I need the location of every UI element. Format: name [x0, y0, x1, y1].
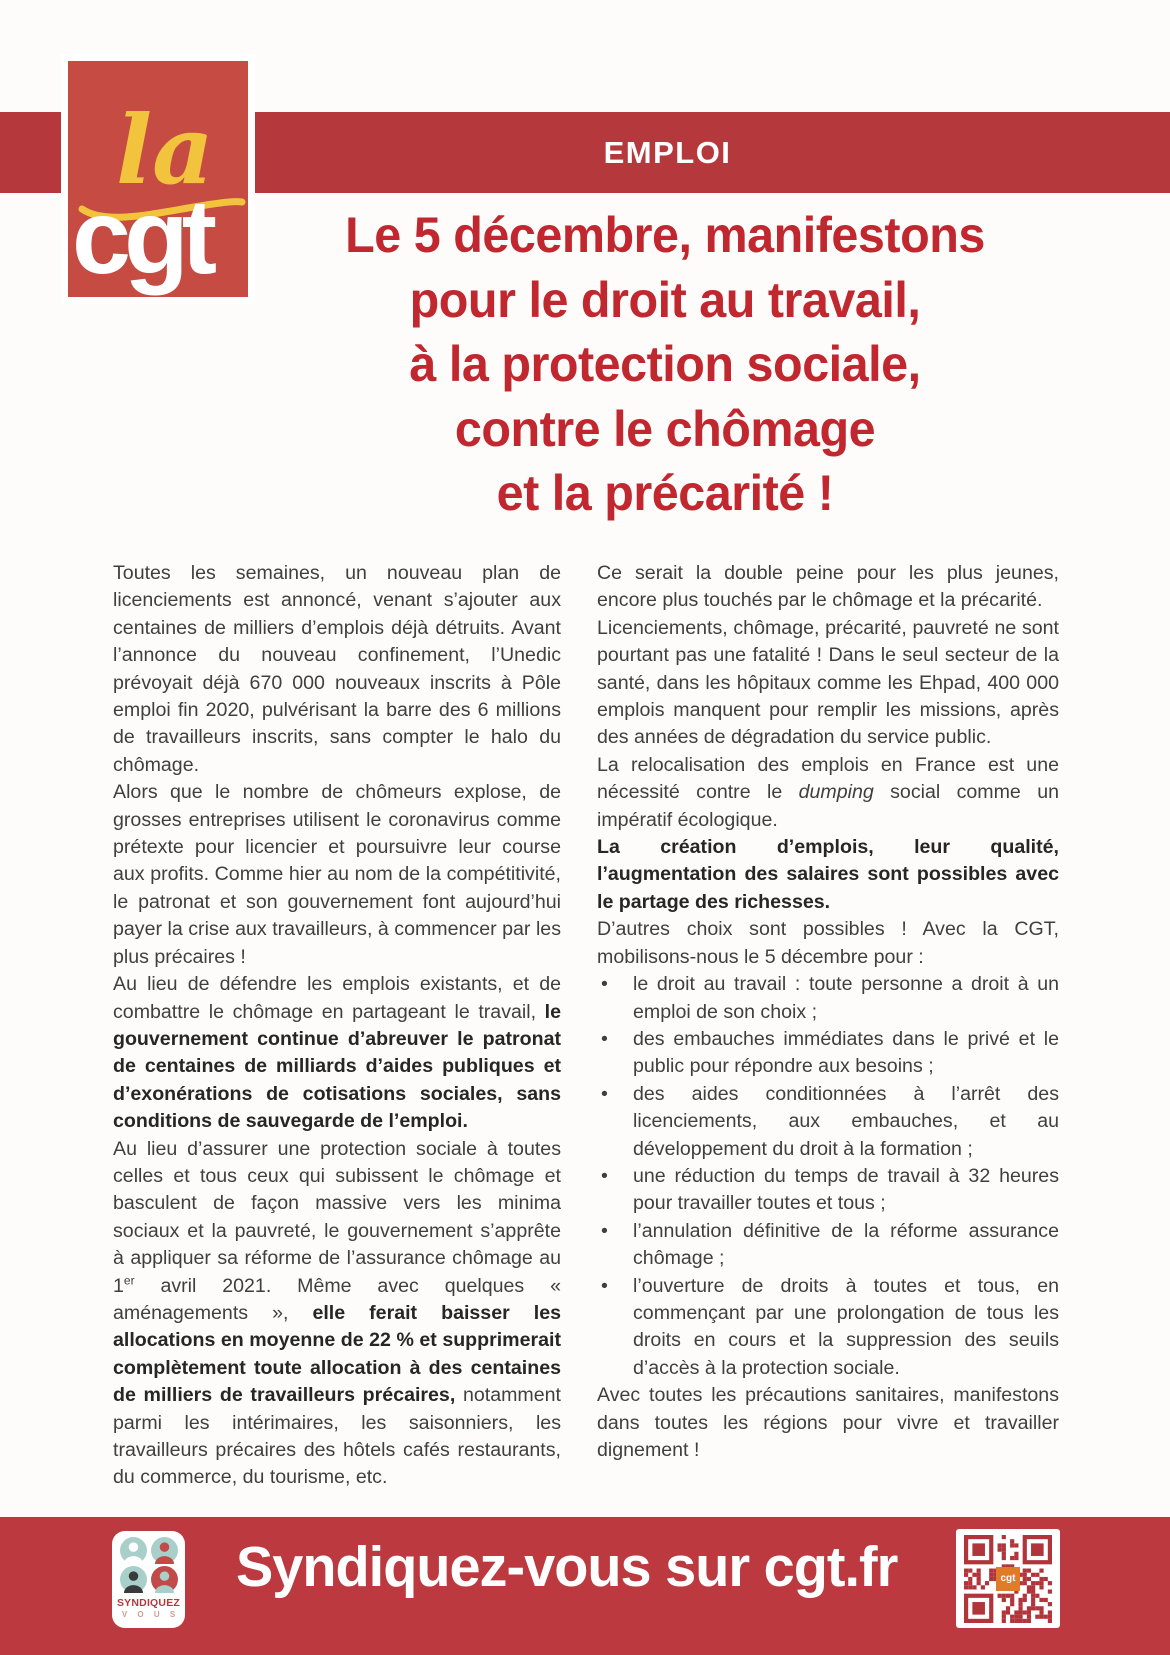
footer-red-band — [0, 1517, 1170, 1655]
demands-list — [597, 971, 1059, 1382]
cta-text: Syndiquez-vous sur cgt.fr — [236, 1535, 898, 1599]
qr-code — [956, 1529, 1060, 1628]
paragraph: Avec toutes les précautions sanitaires, manifestons dans toutes les régions pour vivre et travailler dignement ! — [597, 1384, 1059, 1461]
paragraph: Alors que le nombre de chômeurs explose, de grosses entreprises utilisent le coronavirus comme prétexte pour licencier et poursuivre leur course aux profits. Comme hier au nom de la compétitivité, le patronat et son gouvernement font aujourd’hui payer la crise aux travailleurs, à commencer par les plus précaires ! — [113, 781, 561, 968]
person-avatar-icon — [120, 1566, 147, 1593]
paragraph: Au lieu d’assurer une protection sociale à toutes celles et tous ceux qui subissent le chômage et basculent de façon massive vers les minima sociaux et la pauvreté, le gouvernement s’apprête à appliquer sa réforme de l’assurance chômage au 1er avril 2021. Même avec quelques « aménagements », elle ferait baisser les allocations en moyenne de 22 % et supprimerait complètement toute allocation à des centaines de milliers de travailleurs précaires, notamment parmi les intérimaires, les saisonniers, les travailleurs précaires des hôtels cafés restaurants, du commerce, du tourisme, etc. — [113, 1137, 561, 1489]
paragraph: Ce serait la double peine pour les plus jeunes, encore plus touchés par le chômage et la précarité. — [597, 562, 1059, 612]
headline-line: et la précarité ! — [496, 465, 834, 521]
paragraph: D’autres choix sont possibles ! Avec la CGT, mobilisons-nous le 5 décembre pour : — [597, 918, 1059, 968]
demand-item: • l’ouverture de droits à toutes et tous, en commençant par une prolongation de tous les droits en cours et la suppression des seuils d’accès à la protection sociale. — [597, 1273, 1059, 1383]
logo-la-script: la — [116, 95, 214, 206]
avatar-grid — [120, 1537, 178, 1593]
person-avatar-icon — [120, 1537, 147, 1564]
person-avatar-icon — [151, 1537, 178, 1564]
demand-item: • l’annulation définitive de la réforme assurance chômage ; — [597, 1218, 1059, 1273]
paragraph: Au lieu de défendre les emplois existants, et de combattre le chômage en partageant le travail, le gouvernement continue d’abreuver le patronat de centaines de milliards d’aides publiques et d’exonérations de cotisations sociales, sans conditions de sauvegarde de l’emploi. — [113, 973, 561, 1133]
headline-line: à la protection sociale, — [409, 336, 921, 392]
logo-cgt-text: cgt — [72, 178, 210, 296]
demand-item: • le droit au travail : toute personne a droit à un emploi de son choix ; — [597, 971, 1059, 1026]
badge-syndiquez-label: SYNDIQUEZ — [116, 1597, 181, 1609]
demand-item: • des embauches immédiates dans le privé et le public pour répondre aux besoins ; — [597, 1026, 1059, 1081]
paragraph: Licenciements, chômage, précarité, pauvreté ne sont pourtant pas une fatalité ! Dans le seul secteur de la santé, dans les hôpitaux comme les Ehpad, 400 000 emplois manquent pour remplir les missions, après des années de dégradation du service public. — [597, 616, 1059, 749]
left-column — [113, 560, 561, 1492]
paragraph: La création d’emplois, leur qualité, l’augmentation des salaires sont possibles avec le partage des richesses. — [597, 836, 1059, 913]
demand-item: • des aides conditionnées à l’arrêt des licenciements, aux embauches, et au développement du droit à la formation ; — [597, 1081, 1059, 1163]
category-title: EMPLOI — [603, 134, 732, 170]
syndiquez-vous-badge — [112, 1531, 185, 1628]
body-columns — [113, 560, 1059, 1492]
headline-line: Le 5 décembre, manifestons — [345, 207, 985, 263]
qr-cgt-logo: cgt — [996, 1567, 1020, 1591]
demand-item: • une réduction du temps de travail à 32 heures pour travailler toutes et tous ; — [597, 1163, 1059, 1218]
headline — [160, 203, 1170, 526]
headline-line: contre le chômage — [454, 400, 876, 457]
headline-line: pour le droit au travail, — [409, 271, 921, 328]
badge-vous-label: V O U S — [121, 1610, 180, 1619]
paragraph: Toutes les semaines, un nouveau plan de licenciements est annoncé, venant s’ajouter aux centaines de milliers d’emplois déjà détruits. Avant l’annonce du nouveau confinement, l’Unedic prévoyait déjà 670 000 nouveaux inscrits à Pôle emploi fin 2020, pulvérisant la barre des 6 millions de travailleurs inscrits, sans compter le halo du chômage. — [113, 562, 561, 776]
person-avatar-icon — [151, 1566, 178, 1593]
paragraph: La relocalisation des emplois en France est une nécessité contre le dumping social comme un impératif écologique. — [597, 753, 1059, 831]
right-column — [597, 560, 1059, 1492]
